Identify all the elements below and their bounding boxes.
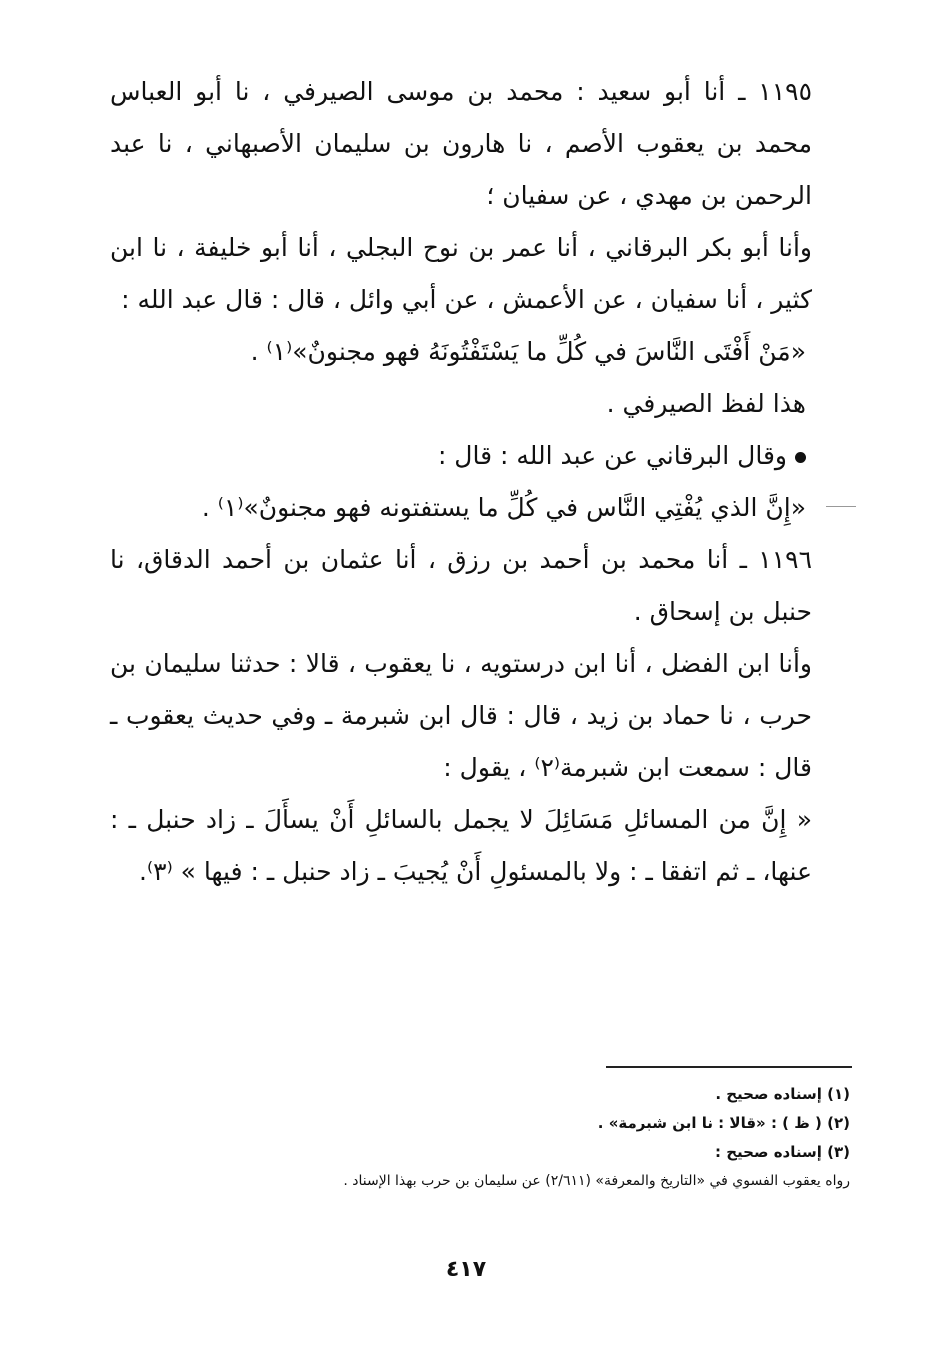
footnote-2: (٢) ( ظ ) : «قالا : نا ابن شبرمة» . [597, 1114, 850, 1132]
bullet-paragraph [110, 430, 852, 482]
main-text [110, 66, 852, 898]
footnotes [200, 1080, 850, 1196]
paragraph-chain-3: وأنا ابن الفضل ، أنا ابن درستويه ، نا يعقوب ، قالا : حدثنا سليمان بن حرب ، نا حماد بن زيد ، قال : قال ابن شبرمة ـ وفي حديث يعقوب ـ قال : سمعت ابن شبرمة⁽٢⁾ ، يقول : [110, 649, 812, 782]
page-number: ٤١٧ [445, 1257, 487, 1282]
quote-1: «مَنْ أَفْتَى النَّاسَ في كُلِّ ما يَسْتَفْتُونَهُ فهو مجنونٌ»⁽١⁾ . [250, 337, 806, 366]
wording-note: هذا لفظ الصيرفي . [606, 389, 806, 418]
paragraph-1196: ١١٩٦ ـ أنا محمد بن أحمد بن رزق ، أنا عثمان بن أحمد الدقاق، نا حنبل بن إسحاق . [110, 545, 812, 626]
footnote-1: (١) إسناده صحيح . [715, 1085, 850, 1103]
footnote-3: (٣) إسناده صحيح : [715, 1143, 850, 1161]
margin-mark [826, 506, 856, 507]
quote-2: «إِنَّ الذي يُفْتِي النَّاس في كُلِّ ما يستفتونه فهو مجنونٌ»⁽١⁾ . [201, 493, 806, 522]
bullet-icon [795, 452, 806, 463]
bullet-paragraph-text: وقال البرقاني عن عبد الله : قال : [437, 441, 787, 470]
footnote-3-source: رواه يعقوب الفسوي في «التاريخ والمعرفة» (٢/٦١١) عن سليمان بن حرب بهذا الإسناد . [343, 1173, 850, 1189]
paragraph-chain-2: وأنا أبو بكر البرقاني ، أنا عمر بن نوح البجلي ، أنا أبو خليفة ، نا ابن كثير ، أنا سفيان ، عن الأعمش ، عن أبي وائل ، قال : قال عبد الله : [110, 233, 812, 314]
footnote-divider [606, 1066, 852, 1068]
paragraph-1195: ١١٩٥ ـ أنا أبو سعيد : محمد بن موسى الصيرفي ، نا أبو العباس محمد بن يعقوب الأصم ، نا هارون بن سليمان الأصبهاني ، نا عبد الرحمن بن مهدي ، عن سفيان ؛ [110, 77, 812, 210]
quote-3: « إِنَّ من المسائلِ مَسَائِلَ لا يجمل بالسائلِ أَنْ يسأَلَ ـ زاد حنبل ـ : عنها، ـ ثم اتفقا ـ : ولا بالمسئولِ أَنْ يُجيبَ ـ زاد حنبل ـ : فيها » ⁽٣⁾. [110, 805, 812, 886]
